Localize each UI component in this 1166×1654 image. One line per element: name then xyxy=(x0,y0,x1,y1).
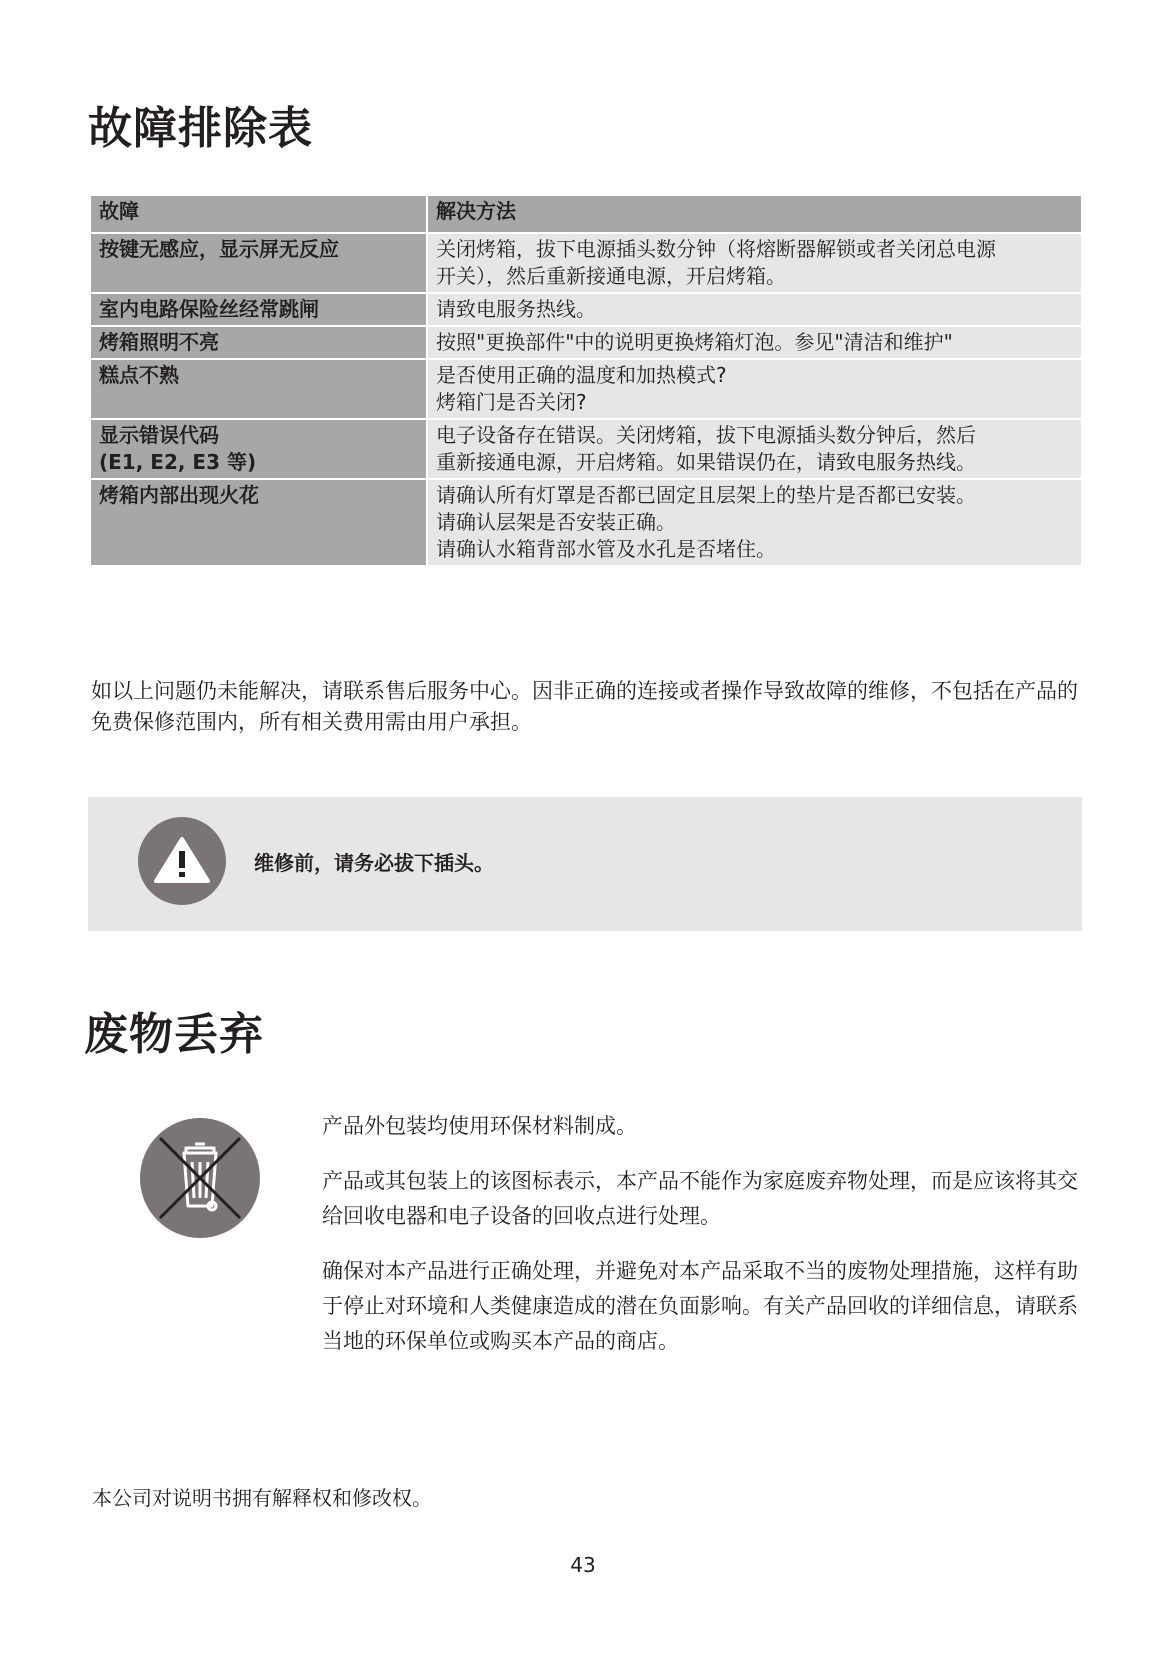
fault-cell: 烤箱照明不亮 xyxy=(90,326,427,359)
table-row xyxy=(90,419,1082,479)
disposal-paragraph: 产品或其包装上的该图标表示，本产品不能作为家庭废弃物处理，而是应该将其交给回收电器和电子设备的回收点进行处理。 xyxy=(322,1169,1078,1228)
table-row xyxy=(90,479,1082,566)
table-row xyxy=(90,359,1082,419)
table-row xyxy=(90,326,1082,359)
fault-cell: 显示错误代码 (E1, E2, E3 等) xyxy=(90,419,427,479)
disposal-paragraph: 确保对本产品进行正确处理，并避免对本产品采取不当的废物处理措施，这样有助于停止对环境和人类健康造成的潜在负面影响。有关产品回收的详细信息，请联系当地的环保单位或购买本产品的商店。 xyxy=(322,1259,1078,1353)
table-header-row xyxy=(90,195,1082,233)
solution-cell: 电子设备存在错误。关闭烤箱，拔下电源插头数分钟后，然后 重新接通电源，开启烤箱。如果错误仍在，请致电服务热线。 xyxy=(427,419,1082,479)
solution-cell: 是否使用正确的温度和加热模式? 烤箱门是否关闭? xyxy=(427,359,1082,419)
solution-cell: 关闭烤箱，拔下电源插头数分钟（将熔断器解锁或者关闭总电源 开关），然后重新接通电源，开启烤箱。 xyxy=(427,233,1082,293)
warning-triangle-icon xyxy=(138,817,226,905)
disposal-paragraph: 产品外包装均使用环保材料制成。 xyxy=(322,1114,637,1138)
fault-cell: 室内电路保险丝经常跳闸 xyxy=(90,293,427,326)
solution-cell: 请致电服务热线。 xyxy=(427,293,1082,326)
fault-cell: 烤箱内部出现火花 xyxy=(90,479,427,566)
warning-text: 维修前，请务必拔下插头。 xyxy=(254,851,494,875)
column-header-solution: 解决方法 xyxy=(427,195,1082,233)
fault-cell: 按键无感应，显示屏无反应 xyxy=(90,233,427,293)
page-number: 43 xyxy=(570,1553,596,1577)
copyright-notice: 本公司对说明书拥有解释权和修改权。 xyxy=(92,1486,432,1510)
column-header-fault: 故障 xyxy=(90,195,427,233)
crossed-out-wheelie-bin-icon xyxy=(140,1118,260,1238)
warning-box xyxy=(88,797,1082,931)
troubleshooting-table xyxy=(89,194,1083,567)
disposal-title: 废物丢弃 xyxy=(84,1009,264,1060)
solution-cell: 请确认所有灯罩是否都已固定且层架上的垫片是否都已安装。 请确认层架是否安装正确。 请确认水箱背部水管及水孔是否堵住。 xyxy=(427,479,1082,566)
solution-cell: 按照"更换部件"中的说明更换烤箱灯泡。参见"清洁和维护" xyxy=(427,326,1082,359)
fault-cell: 糕点不熟 xyxy=(90,359,427,419)
troubleshooting-title: 故障排除表 xyxy=(88,103,313,154)
table-row xyxy=(90,293,1082,326)
table-row xyxy=(90,233,1082,293)
troubleshooting-note: 如以上问题仍未能解决，请联系售后服务中心。因非正确的连接或者操作导致故障的维修，不包括在产品的免费保修范围内，所有相关费用需由用户承担。 xyxy=(91,679,1078,734)
disposal-text xyxy=(322,1109,1082,1379)
